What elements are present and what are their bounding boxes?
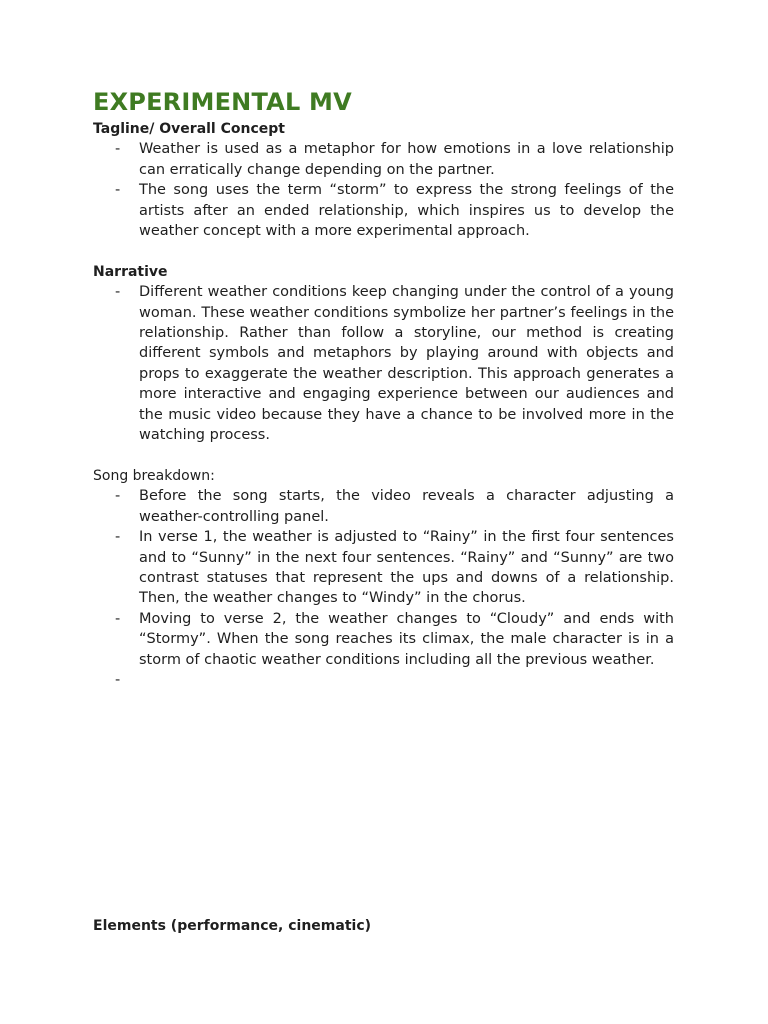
document-page [93,86,674,690]
list-item-text: The song uses the term “storm” to express the strong feelings of the artists after an ended relationship, which inspires us to develop the weather concept with a more experimental approach. [139,182,674,240]
tagline-list [93,139,674,241]
dash-bullet: - [115,610,121,627]
dash-bullet: - [115,141,121,158]
dash-bullet: - [115,182,121,199]
dash-bullet: - [115,284,121,301]
list-item [93,282,674,445]
spacer [93,445,674,465]
song-breakdown-list [93,486,674,690]
tagline-heading: Tagline/ Overall Concept [93,121,285,137]
list-item [93,527,674,609]
list-item-text: Different weather conditions keep changing under the control of a young woman. These weather conditions symbolize her partner’s feelings in the relationship. Rather than follow a storyline, our method is creating different symbols and metaphors by playing around with objects and props to exaggerate the weather description. This approach generates a more interactive and engaging experience between our audiences and the music video because they have a chance to be involved more in the watching process. [139,284,674,444]
list-item-text: Weather is used as a metaphor for how emotions in a love relationship can erratically change depending on the partner. [139,141,674,178]
elements-heading: Elements (performance, cinematic) [93,918,372,934]
narrative-heading: Narrative [93,263,168,280]
list-item [93,180,674,241]
list-item-text: In verse 1, the weather is adjusted to “Rainy” in the first four sentences and to “Sunny” in the next four sentences. “Rainy” and “Sunny” are two contrast statuses that represent the ups and downs of a relationship. Then, the weather changes to “Windy” in the chorus. [139,529,674,607]
dash-bullet: - [115,671,121,688]
list-item [93,139,674,180]
spacer [93,241,674,261]
list-item [93,486,674,527]
document-title: EXPERIMENTAL MV [93,88,352,116]
list-item-text: Before the song starts, the video reveals a character adjusting a weather-controlling panel. [139,488,674,525]
narrative-list [93,282,674,445]
list-item [93,609,674,670]
song-breakdown-heading: Song breakdown: [93,467,215,484]
dash-bullet: - [115,529,121,546]
list-item-text: Moving to verse 2, the weather changes to “Cloudy” and ends with “Stormy”. When the song reaches its climax, the male character is in a storm of chaotic weather conditions including all the previous weather. [139,610,674,668]
list-item-text [139,672,144,688]
dash-bullet: - [115,488,121,505]
list-item [93,670,674,690]
